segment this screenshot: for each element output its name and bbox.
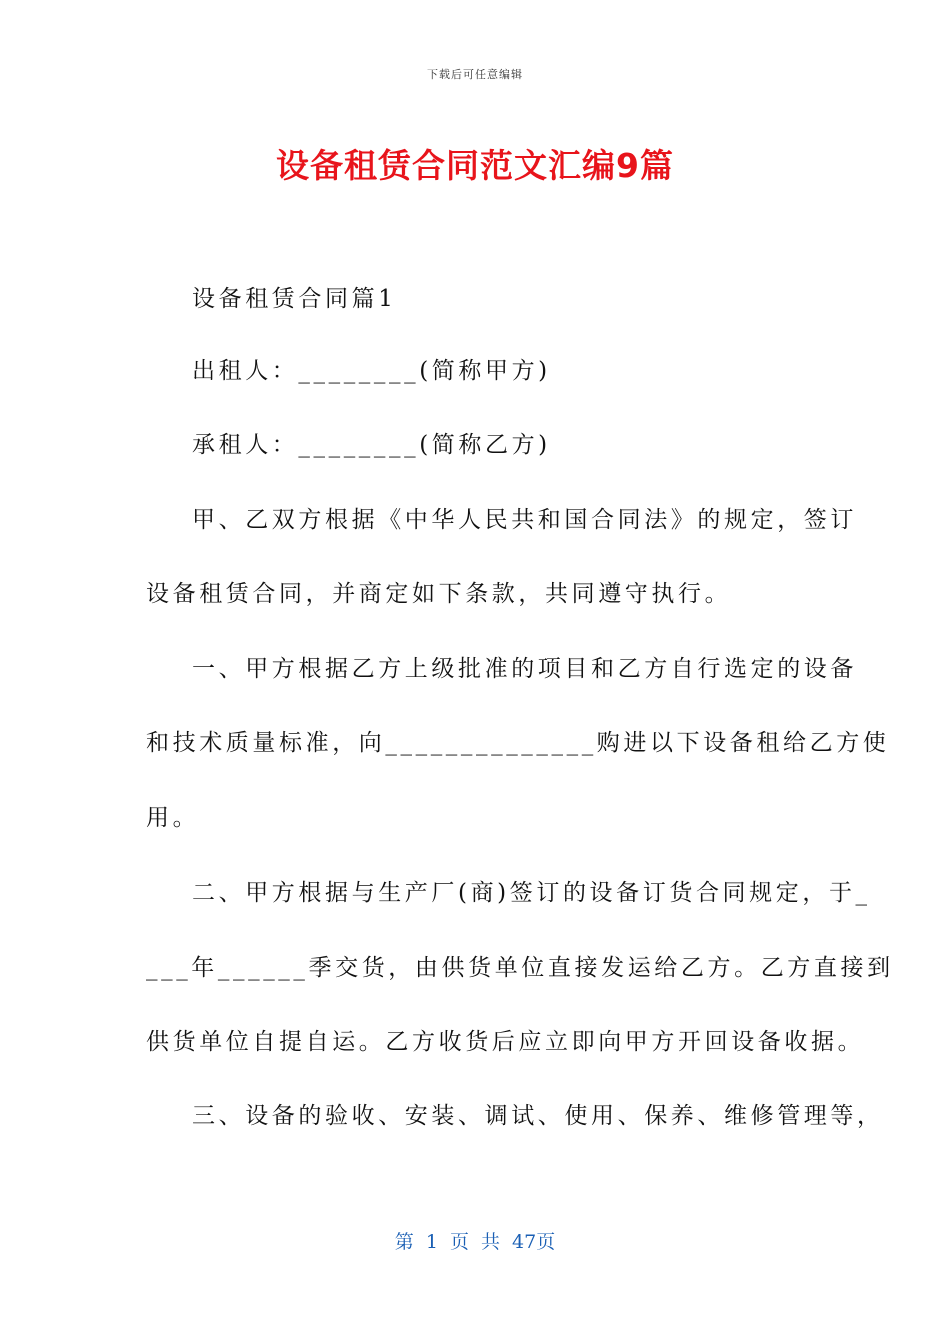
paragraph-line: 设备租赁合同，并商定如下条款，共同遵守执行。	[146, 581, 732, 607]
paragraph-line: 用。	[146, 805, 200, 831]
paragraph-line: 供货单位自提自运。乙方收货后应立即向甲方开回设备收据。	[146, 1029, 865, 1055]
paragraph-line: 三、设备的验收、安装、调试、使用、保养、维修管理等，	[192, 1103, 884, 1129]
document-title: 设备租赁合同范文汇编9篇	[276, 146, 674, 185]
paragraph-line: ___年______季交货，由供货单位直接发运给乙方。乙方直接到	[146, 955, 894, 981]
lessee-line: 承租人：________(简称乙方)	[192, 432, 551, 458]
paragraph-line: 一、甲方根据乙方上级批准的项目和乙方自行选定的设备	[192, 656, 857, 682]
paragraph-line: 二、甲方根据与生产厂(商)签订的设备订货合同规定，于_	[192, 880, 871, 906]
paragraph-line: 和技术质量标准，向______________购进以下设备租给乙方使	[146, 730, 890, 756]
paragraph-line: 甲、乙双方根据《中华人民共和国合同法》的规定，签订	[192, 507, 857, 533]
header-note: 下载后可任意编辑	[427, 68, 523, 81]
section-heading: 设备租赁合同篇1	[192, 286, 397, 312]
lessor-line: 出租人：________(简称甲方)	[192, 358, 551, 384]
page-number: 第 1 页 共 47页	[394, 1231, 556, 1253]
